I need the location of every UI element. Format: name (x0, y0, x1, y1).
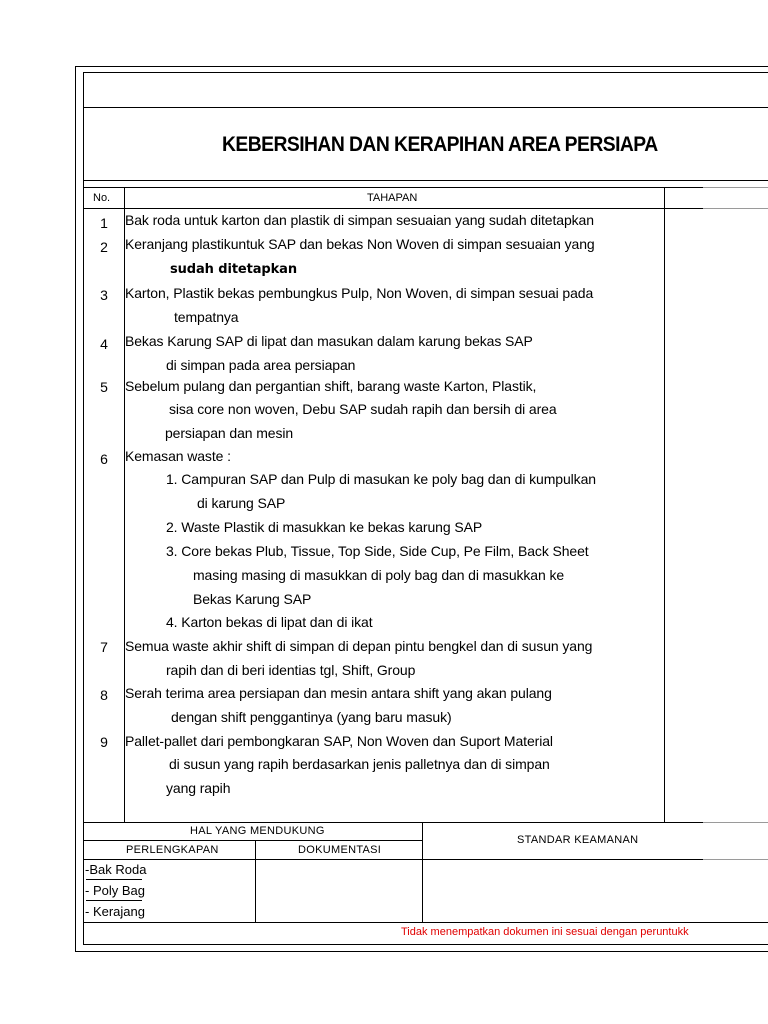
step-text: di simpan pada area persiapan (166, 357, 356, 373)
support-title: HAL YANG MENDUKUNG (190, 825, 325, 837)
perlengkapan-item: - Kerajang (85, 904, 145, 919)
column-divider-no (124, 187, 125, 822)
item-underline-2 (86, 900, 142, 901)
steps-bottom-line (83, 822, 703, 823)
step-text: persiapan dan mesin (165, 425, 294, 441)
item-underline-1 (86, 879, 142, 880)
step-text: 2. Waste Plastik di masukkan ke bekas karung SAP (166, 519, 483, 535)
table-header-top-line-gray (703, 187, 768, 188)
warning-text: Tidak menempatkan dokumen ini sesuai dengan peruntukk (401, 926, 689, 938)
step-text: 3. Core bekas Plub, Tissue, Top Side, Side Cup, Pe Film, Back Sheet (166, 543, 589, 559)
frame-inner-bottom-line (83, 944, 768, 945)
frame-outer-bottom-line (75, 951, 768, 952)
dokumentasi-header: DOKUMENTASI (298, 844, 382, 856)
step-text: Pallet-pallet dari pembongkaran SAP, Non Woven dan Suport Material (125, 733, 553, 749)
table-header-bottom-line (83, 208, 703, 209)
step-text: Karton, Plastik bekas pembungkus Pulp, Non Woven, di simpan sesuai pada (125, 285, 594, 301)
page-title: KEBERSIHAN DAN KERAPIHAN AREA PERSIAPA (222, 133, 658, 156)
step-number: 8 (100, 687, 108, 703)
step-text: yang rapih (166, 780, 231, 796)
step-number: 2 (100, 239, 108, 255)
steps-bottom-line-gray (703, 822, 768, 823)
frame-top-line (75, 66, 768, 67)
support-divider-dokumentasi (255, 840, 256, 922)
step-text: Keranjang plastikuntuk SAP dan bekas Non Woven di simpan sesuaian yang (125, 236, 595, 252)
step-number: 5 (100, 379, 108, 395)
step-text: sudah ditetapkan (170, 262, 298, 277)
support-header-bottom-line (83, 859, 703, 860)
frame-outer-left-line (75, 66, 76, 952)
perlengkapan-item: - Poly Bag (85, 883, 145, 898)
support-bottom-line (83, 922, 768, 923)
title-bottom-line (83, 180, 768, 181)
step-number: 4 (100, 336, 108, 352)
standar-keamanan-header: STANDAR KEAMANAN (517, 834, 639, 846)
step-text: sisa core non woven, Debu SAP sudah rapih dan bersih di area (169, 401, 557, 417)
step-text: 4. Karton bekas di lipat dan di ikat (166, 614, 373, 630)
step-text: Bekas Karung SAP di lipat dan masukan dalam karung bekas SAP (125, 333, 533, 349)
step-text: Bekas Karung SAP (193, 591, 312, 607)
support-divider-standar (422, 822, 423, 922)
step-text: Kemasan waste : (125, 448, 231, 464)
step-text: rapih dan di beri identias tgl, Shift, Group (166, 662, 416, 678)
step-text: Sebelum pulang dan pergantian shift, barang waste Karton, Plastik, (125, 378, 537, 394)
table-header-bottom-line-gray (703, 208, 768, 209)
step-text: Bak roda untuk karton dan plastik di simpan sesuaian yang sudah ditetapkan (125, 212, 594, 228)
column-divider-tahapan (664, 187, 665, 822)
step-text: tempatnya (174, 309, 239, 325)
frame-inner-top-line (83, 72, 768, 73)
column-header-tahapan: TAHAPAN (367, 192, 418, 204)
step-text: Serah terima area persiapan dan mesin antara shift yang akan pulang (125, 685, 552, 701)
perlengkapan-header: PERLENGKAPAN (126, 844, 219, 856)
step-number: 3 (100, 287, 108, 303)
table-header-top-line (83, 187, 703, 188)
step-number: 9 (100, 734, 108, 750)
step-text: Semua waste akhir shift di simpan di depan pintu bengkel dan di susun yang (125, 638, 593, 654)
step-number: 6 (100, 451, 108, 467)
step-text: di karung SAP (197, 495, 286, 511)
frame-inner-left-line (83, 72, 84, 944)
perlengkapan-item: -Bak Roda (85, 862, 147, 877)
step-number: 7 (100, 639, 108, 655)
step-number: 1 (100, 215, 108, 231)
step-text: 1. Campuran SAP dan Pulp di masukan ke poly bag dan di kumpulkan (166, 471, 596, 487)
support-title-bottom-line (83, 840, 422, 841)
step-text: di susun yang rapih berdasarkan jenis palletnya dan di simpan (169, 756, 550, 772)
column-header-no: No. (93, 192, 111, 204)
step-text: masing masing di masukkan di poly bag dan di masukkan ke (193, 567, 565, 583)
step-text: dengan shift penggantinya (yang baru masuk) (171, 709, 452, 725)
title-top-line (83, 107, 768, 108)
support-header-bottom-line-gray (703, 859, 768, 860)
